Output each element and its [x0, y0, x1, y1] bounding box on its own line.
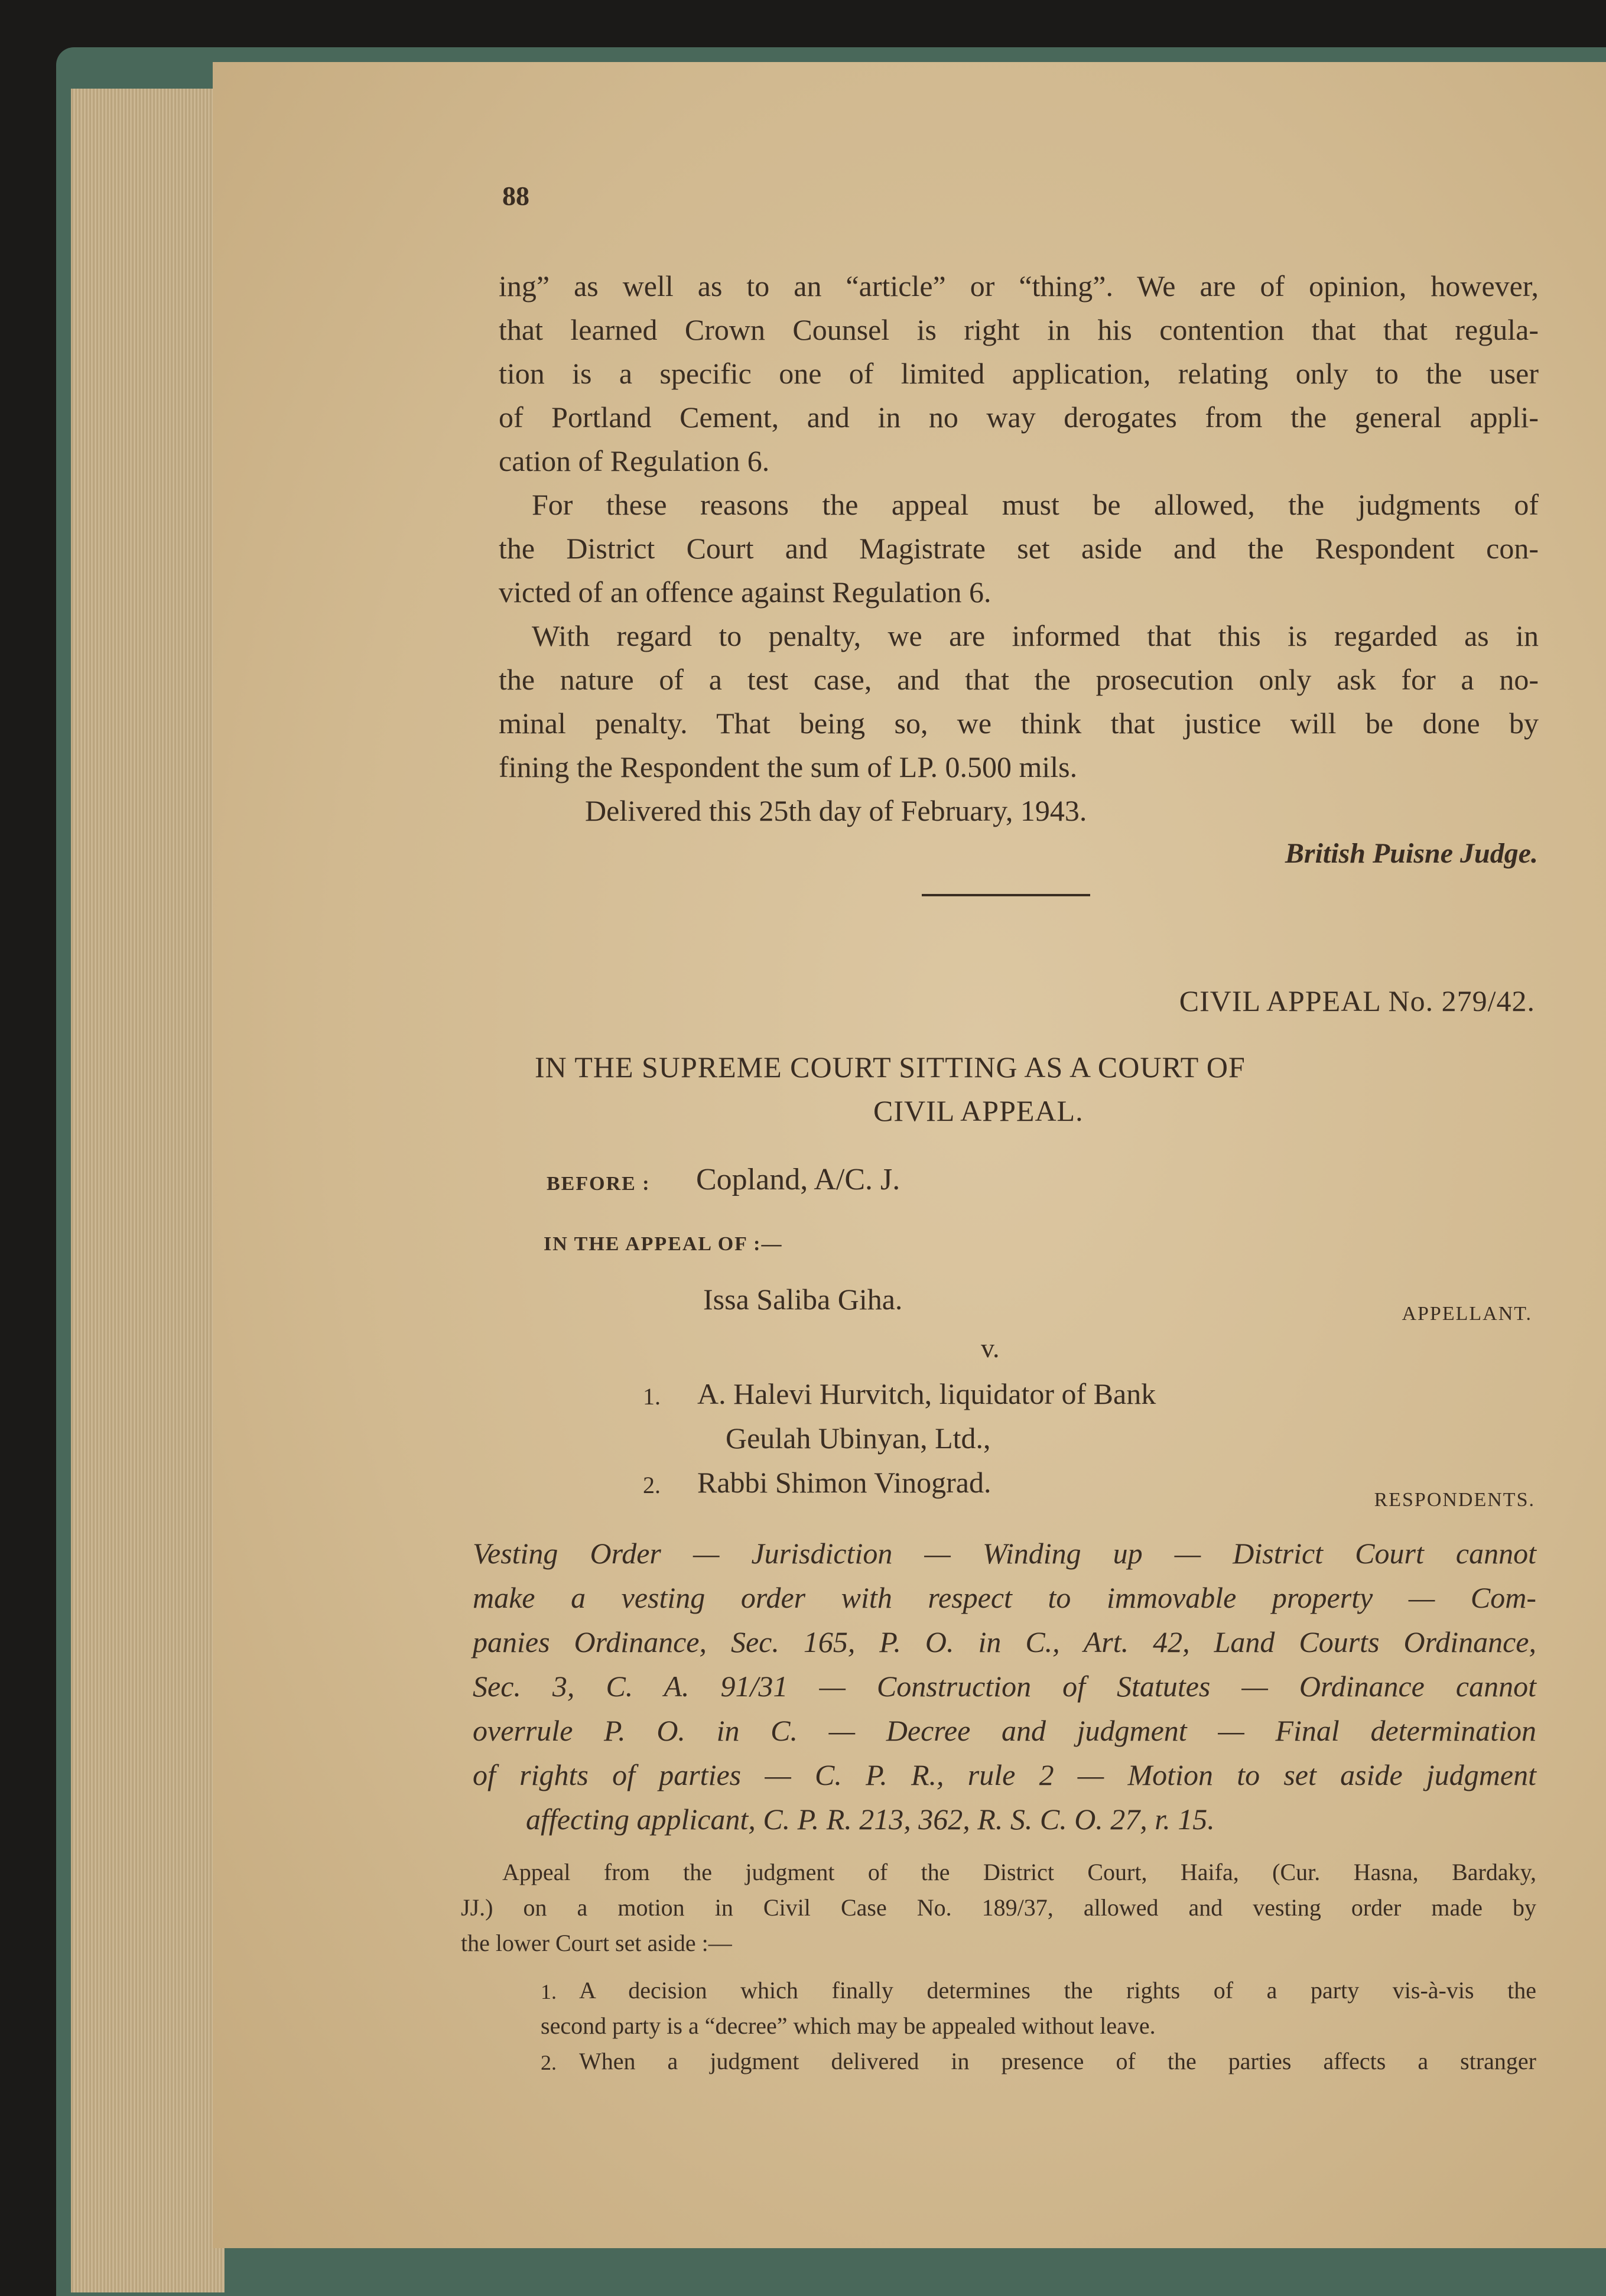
book-page [213, 62, 1606, 2248]
p1-line-4: of Portland Cement, and in no way derogates from the general appli- [499, 401, 1539, 434]
p1-line-1: ing” as well as to an “article” or “thing”. We are of opinion, however, [499, 269, 1539, 303]
p2-line-1: For these reasons the appeal must be allowed, the judgments of [532, 488, 1539, 521]
respondent-1-line-1: A. Halevi Hurvitch, liquidator of Bank [697, 1377, 1156, 1410]
holding-1-num: 1. [541, 1980, 557, 2004]
section-divider [922, 894, 1090, 896]
headnote-line-2: make a vesting order with respect to immovable property — Com- [473, 1581, 1536, 1614]
respondent-2-num: 2. [643, 1472, 661, 1498]
headnote-line-7: affecting applicant, C. P. R. 213, 362, R. S. C. O. 27, r. 15. [526, 1803, 1215, 1836]
before-label: BEFORE : [547, 1173, 651, 1195]
case-number: CIVIL APPEAL No. 279/42. [1179, 984, 1535, 1017]
versus: v. [981, 1333, 1000, 1363]
appellant-name: Issa Saliba Giha. [703, 1283, 903, 1316]
respondent-1-line-2: Geulah Ubinyan, Ltd., [726, 1422, 991, 1455]
p1-line-3: tion is a specific one of limited application, relating only to the user [499, 357, 1539, 390]
before-value: Copland, A/C. J. [696, 1163, 900, 1196]
judge-signature: British Puisne Judge. [1285, 838, 1538, 869]
respondent-2-line-1: Rabbi Shimon Vinograd. [697, 1466, 991, 1499]
p1-line-5: cation of Regulation 6. [499, 444, 770, 477]
appellant-label: APPELLANT. [1402, 1303, 1532, 1325]
holding-2-line-1: When a judgment delivered in presence of the parties affects a stranger [579, 2048, 1536, 2074]
p3-line-4: fining the Respondent the sum of LP. 0.500 mils. [499, 750, 1078, 783]
headnote-line-6: of rights of parties — C. P. R., rule 2 — Motion to set aside judgment [473, 1758, 1536, 1791]
court-title-line-1: IN THE SUPREME COURT SITTING AS A COURT OF [535, 1051, 1246, 1084]
headnote-line-4: Sec. 3, C. A. 91/31 — Construction of Statutes — Ordinance cannot [473, 1670, 1536, 1703]
holding-1-line-1: A decision which finally determines the rights of a party vis-à-vis the [579, 1977, 1536, 2004]
headnote-line-3: panies Ordinance, Sec. 165, P. O. in C., Art. 42, Land Courts Ordinance, [473, 1625, 1536, 1658]
holding-2-num: 2. [541, 2051, 557, 2074]
page-number: 88 [502, 181, 529, 211]
respondent-1-num: 1. [643, 1383, 661, 1410]
headnote-line-1: Vesting Order — Jurisdiction — Winding up — District Court cannot [473, 1537, 1536, 1570]
p3-line-2: the nature of a test case, and that the prosecution only ask for a no- [499, 663, 1539, 696]
respondents-label: RESPONDENTS. [1374, 1489, 1535, 1511]
in-appeal-label: IN THE APPEAL OF :— [544, 1233, 783, 1255]
appeal-from-line-1: Appeal from the judgment of the District Court, Haifa, (Cur. Hasna, Bardaky, [502, 1859, 1536, 1885]
headnote-line-5: overrule P. O. in C. — Decree and judgment — Final determination [473, 1714, 1536, 1747]
p1-line-2: that learned Crown Counsel is right in his contention that that regula- [499, 313, 1539, 346]
holding-1-line-2: second party is a “decree” which may be appealed without leave. [541, 2012, 1156, 2039]
p3-line-3: minal penalty. That being so, we think that justice will be done by [499, 707, 1539, 740]
p3-line-1: With regard to penalty, we are informed that this is regarded as in [532, 619, 1539, 652]
appeal-from-line-2: JJ.) on a motion in Civil Case No. 189/37, allowed and vesting order made by [461, 1894, 1536, 1921]
appeal-from-line-3: the lower Court set aside :— [461, 1930, 732, 1956]
p2-line-2: the District Court and Magistrate set aside and the Respondent con- [499, 532, 1539, 565]
p2-line-3: victed of an offence against Regulation 6. [499, 575, 991, 609]
delivered-line: Delivered this 25th day of February, 1943. [585, 794, 1087, 827]
page-edges [71, 89, 225, 2292]
court-title-line-2: CIVIL APPEAL. [873, 1094, 1084, 1127]
